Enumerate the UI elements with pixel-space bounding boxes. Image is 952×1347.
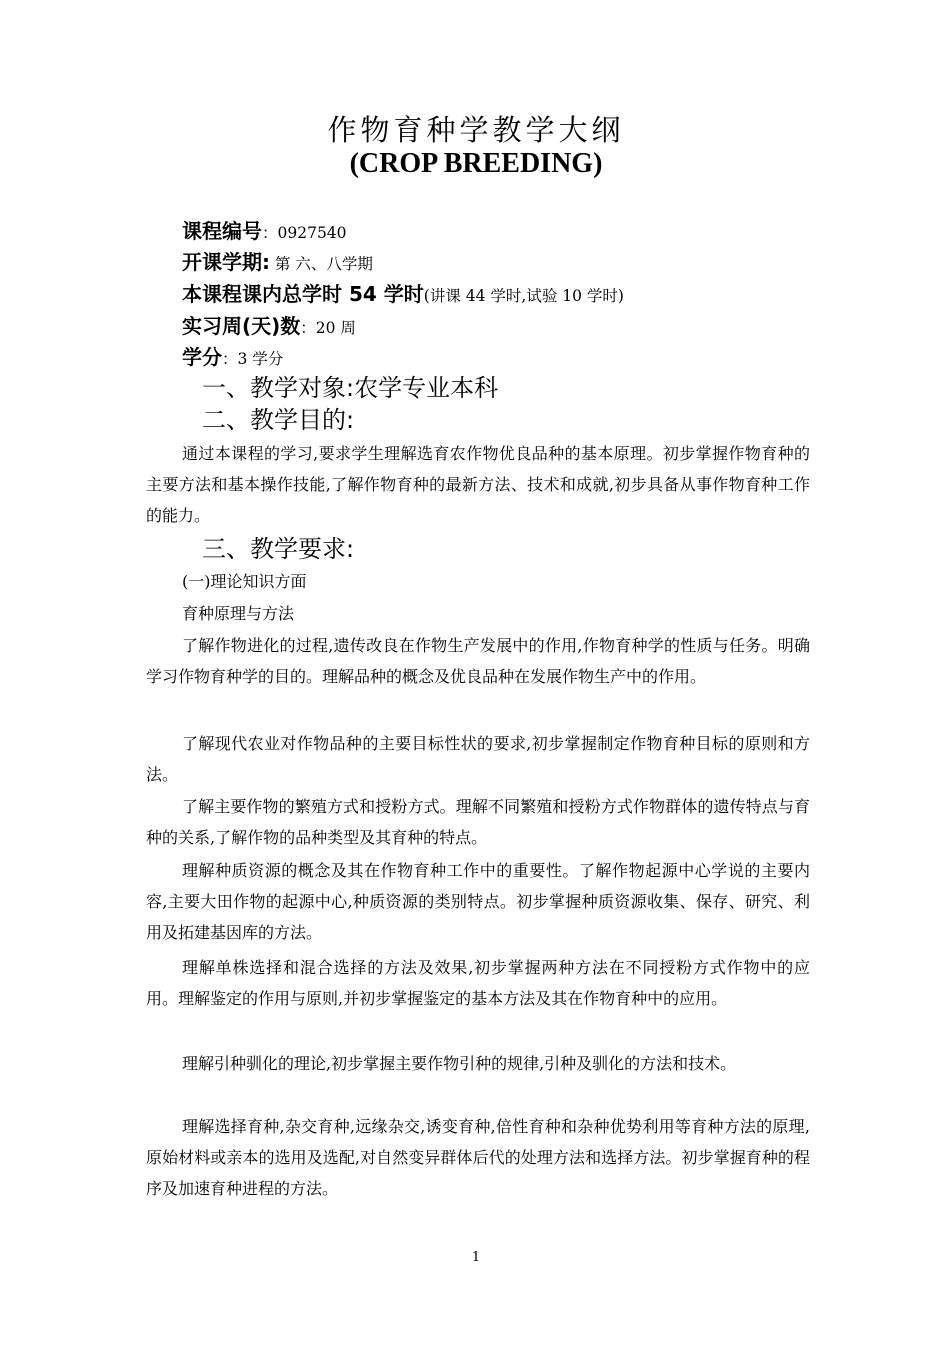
- section-heading-1: 一、教学对象:农学专业本科: [202, 374, 499, 402]
- practice-label: 实习周(天)数: [182, 314, 301, 338]
- practice-line: [182, 311, 356, 343]
- semester-label: 开课学期:: [182, 250, 270, 274]
- credit-value: ：3 学分: [222, 350, 284, 368]
- section-heading-2: 二、教学目的:: [202, 406, 355, 434]
- requirement-paragraph: 理解引种驯化的理论,初步掌握主要作物引种的规律,引种及驯化的方法和技术。: [182, 1054, 737, 1073]
- requirement-paragraph: 了解现代农业对作物品种的主要目标性状的要求,初步掌握制定作物育种目标的原则和方法。: [146, 734, 810, 784]
- hours-line: [182, 279, 624, 311]
- semester-line: [182, 247, 373, 279]
- hours-value: (讲课 44 学时,试验 10 学时): [423, 287, 624, 305]
- credit-line: [182, 342, 283, 374]
- requirement-paragraph: 理解选择育种,杂交育种,远缘杂交,诱变育种,倍性育种和杂种优势利用等育种方法的原理,原始材料或亲本的选用及选配,对自然变异群体后代的处理方法和选择方法。初步掌握育种的程序及加速育种进程的方法。: [146, 1117, 810, 1198]
- subsection-theory: (一)理论知识方面: [182, 572, 307, 591]
- subsection-principles: 育种原理与方法: [182, 604, 295, 623]
- requirement-paragraph: 理解单株选择和混合选择的方法及效果,初步掌握两种方法在不同授粉方式作物中的应用。理解鉴定的作用与原则,并初步掌握鉴定的基本方法及其在作物育种中的应用。: [146, 958, 810, 1008]
- page-number: 1: [471, 1250, 481, 1265]
- document-title: 作物育种学教学大纲: [327, 113, 625, 147]
- hours-label: 本课程课内总学时 54 学时: [182, 282, 424, 306]
- course-code-value: ：0927540: [262, 224, 347, 242]
- credit-label: 学分: [182, 345, 222, 369]
- course-code-label: 课程编号: [182, 219, 262, 243]
- semester-value: 第 六、八学期: [270, 255, 373, 273]
- document-subtitle: (CROP BREEDING): [349, 148, 603, 179]
- requirement-paragraph: 了解主要作物的繁殖方式和授粉方式。理解不同繁殖和授粉方式作物群体的遗传特点与育种的关系,了解作物的品种类型及其育种的特点。: [146, 797, 810, 847]
- course-code-line: [182, 216, 347, 248]
- section-heading-3: 三、教学要求:: [202, 535, 355, 563]
- requirement-paragraph: 理解种质资源的概念及其在作物育种工作中的重要性。了解作物起源中心学说的主要内容,主要大田作物的起源中心,种质资源的类别特点。初步掌握种质资源收集、保存、研究、利用及拓建基因库的方法。: [146, 861, 810, 942]
- requirement-paragraph: 了解作物进化的过程,遗传改良在作物生产发展中的作用,作物育种学的性质与任务。明确学习作物育种学的目的。理解品种的概念及优良品种在发展作物生产中的作用。: [146, 636, 810, 686]
- purpose-paragraph: 通过本课程的学习,要求学生理解选育农作物优良品种的基本原理。初步掌握作物育种的主要方法和基本操作技能,了解作物育种的最新方法、技术和成就,初步具备从事作物育种工作的能力。: [146, 444, 810, 525]
- practice-value: ：20 周: [300, 319, 356, 337]
